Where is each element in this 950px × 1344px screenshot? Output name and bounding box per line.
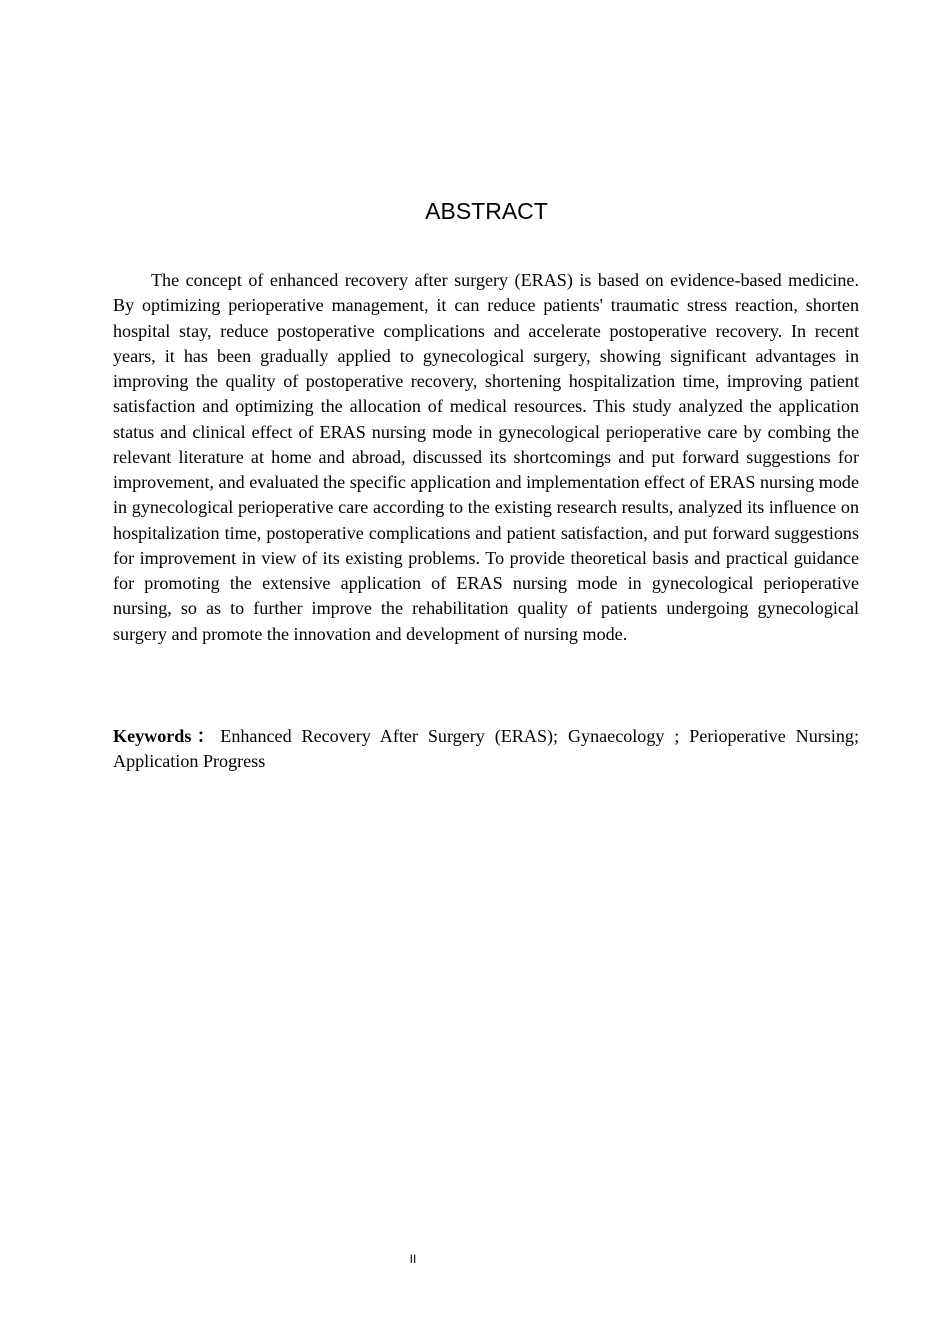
keywords-label: Keywords： [113,726,221,746]
keywords-text: Enhanced Recovery After Surgery (ERAS); Gynaecology ; Perioperative Nursing; Application Progress [113,726,859,772]
page-number: II [409,1252,417,1266]
abstract-heading: ABSTRACT [425,198,548,224]
abstract-paragraph: The concept of enhanced recovery after surgery (ERAS) is based on evidence-based medicine. By optimizing perioperative management, it can reduce patients' traumatic stress reaction, shorten hospital stay, reduce postoperative complications and accelerate postoperative recovery. In recent years, it has been gradually applied to gynecological surgery, showing significant advantages in improving the quality of postoperative recovery, shortening hospitalization time, improving patient satisfaction and optimizing the allocation of medical resources. This study analyzed the application status and clinical effect of ERAS nursing mode in gynecological perioperative care by combing the relevant literature at home and abroad, discussed its shortcomings and put forward suggestions for improvement, and evaluated the specific application and implementation effect of ERAS nursing mode in gynecological perioperative care according to the existing research results, analyzed its influence on hospitalization time, postoperative complications and patient satisfaction, and put forward suggestions for improvement in view of its existing problems. To provide theoretical basis and practical guidance for promoting the extensive application of ERAS nursing mode in gynecological perioperative nursing, so as to further improve the rehabilitation quality of patients undergoing gynecological surgery and promote the innovation and development of nursing mode. [113,270,859,644]
keywords-line [113,724,859,775]
